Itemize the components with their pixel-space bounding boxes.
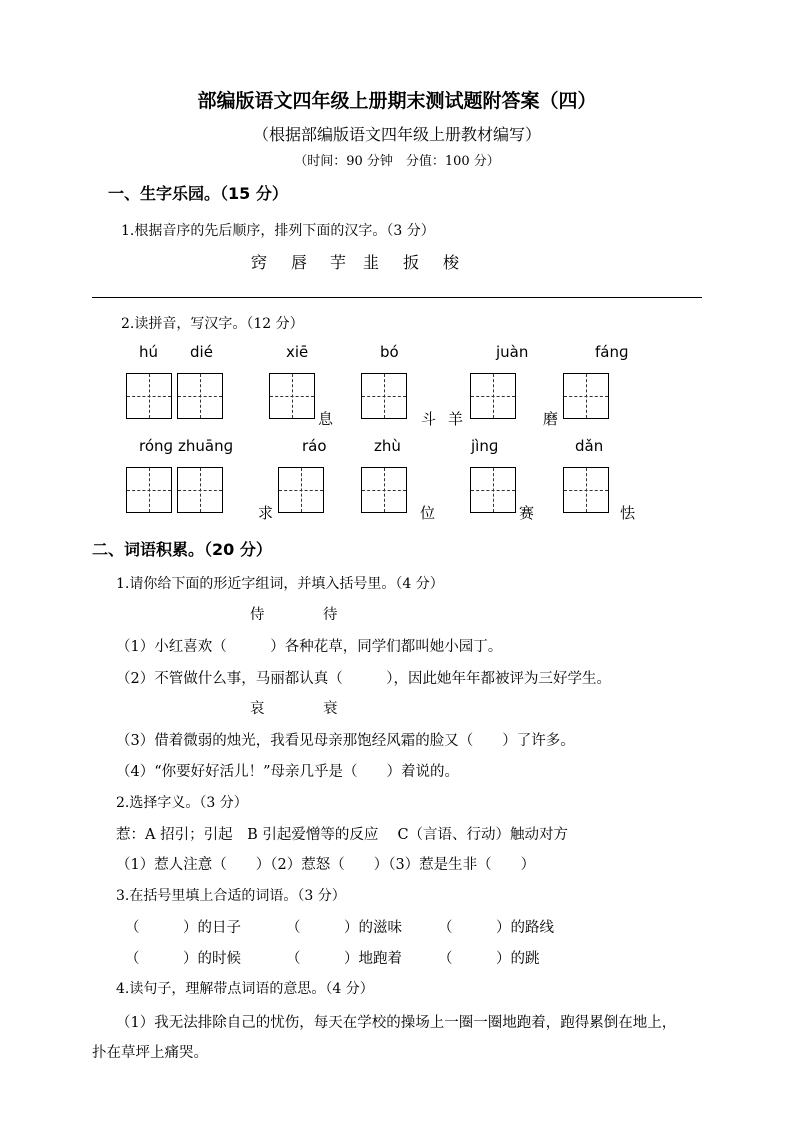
writing-box[interactable] xyxy=(177,373,223,419)
pinyin-die: dié xyxy=(190,343,213,361)
sentence-2: （2）不管做什么事，马丽都认真（ ），因此她年年都被评为三好学生。 xyxy=(116,671,611,687)
reading-sentence-cont: 扑在草坪上痛哭。 xyxy=(92,1045,208,1061)
s1-q2-prompt: 2.读拼音，写汉字。（12 分） xyxy=(121,316,304,332)
writing-box[interactable] xyxy=(126,467,172,513)
writing-box[interactable] xyxy=(278,467,324,513)
fill-phrase: （ ）的时候 xyxy=(125,951,241,967)
prefix-char: 求 xyxy=(258,504,274,522)
page-subtitle: （根据部编版语文四年级上册教材编写） xyxy=(252,125,541,144)
choice-items: （1）惹人注意（ ）（2）惹怒（ ）（3）惹是生非（ ） xyxy=(116,857,536,873)
similar-char: 衰 xyxy=(323,701,338,717)
writing-box[interactable] xyxy=(177,467,223,513)
sort-char-6: 梭 xyxy=(443,253,460,272)
suffix-char: 怯 xyxy=(620,504,636,522)
prefix-char: 羊 xyxy=(448,410,464,428)
pinyin-bo: bó xyxy=(380,343,399,361)
pinyin-hu: hú xyxy=(139,343,159,361)
writing-box[interactable] xyxy=(361,467,407,513)
s2-q2-prompt: 2.选择字义。（3 分） xyxy=(116,795,248,811)
section1-heading: 一、生字乐园。（15 分） xyxy=(108,184,288,203)
fill-phrase: （ ）的日子 xyxy=(125,920,241,936)
sort-char-1: 窍 xyxy=(251,253,268,272)
s2-q3-prompt: 3.在括号里填上合适的词语。（3 分） xyxy=(116,888,346,904)
pinyin-rong: rónɡ xyxy=(139,437,174,455)
prefix-char: 磨 xyxy=(543,410,559,428)
pinyin-rao: ráo xyxy=(302,437,327,455)
pinyin-zhuang: zhuānɡ xyxy=(178,437,234,455)
pinyin-zhu: zhù xyxy=(374,437,401,455)
writing-box[interactable] xyxy=(269,373,315,419)
sort-char-2: 唇 xyxy=(291,253,308,272)
sort-char-3: 芋 xyxy=(330,253,347,272)
pinyin-dan: dǎn xyxy=(575,437,604,455)
fill-phrase: （ ）的滋味 xyxy=(286,920,402,936)
fill-phrase: （ ）的跳 xyxy=(438,951,540,967)
suffix-char: 赛 xyxy=(519,504,535,522)
sentence-1: （1）小红喜欢（ ）各种花草，同学们都叫她小园丁。 xyxy=(116,639,503,655)
pinyin-jing: jìnɡ xyxy=(471,437,499,455)
similar-char: 哀 xyxy=(250,701,265,717)
s2-q1-prompt: 1.请你给下面的形近字组词，并填入括号里。（4 分） xyxy=(116,576,444,592)
sentence-3: （3）借着微弱的烛光，我看见母亲那饱经风霜的脸又（ ）了许多。 xyxy=(116,733,575,749)
sentence-4: （4）“你要好好活儿！”母亲几乎是（ ）着说的。 xyxy=(116,764,460,780)
answer-line xyxy=(92,297,702,298)
reading-sentence: （1）我无法排除自己的忧伤，每天在学校的操场上一圈一圈地跑着，跑得累倒在地上， xyxy=(116,1015,677,1031)
pinyin-fang: fánɡ xyxy=(595,343,629,361)
suffix-char: 息 xyxy=(318,410,334,428)
fill-phrase: （ ）的路线 xyxy=(438,920,554,936)
writing-box[interactable] xyxy=(361,373,407,419)
suffix-char: 斗 xyxy=(421,410,437,428)
sort-char-4: 韭 xyxy=(363,253,380,272)
similar-char: 待 xyxy=(323,607,338,623)
pinyin-juan: juàn xyxy=(496,343,529,361)
writing-box[interactable] xyxy=(126,373,172,419)
s1-q1-prompt: 1.根据音序的先后顺序，排列下面的汉字。（3 分） xyxy=(121,223,435,239)
writing-box[interactable] xyxy=(470,373,516,419)
sort-char-5: 扳 xyxy=(403,253,420,272)
writing-box[interactable] xyxy=(563,373,609,419)
fill-phrase: （ ）地跑着 xyxy=(286,951,402,967)
pinyin-xie: xiē xyxy=(286,343,309,361)
s2-q4-prompt: 4.读句子，理解带点词语的意思。（4 分） xyxy=(116,981,374,997)
definition-line: 惹：A 招引；引起 B 引起爱憎等的反应 C（言语、行动）触动对方 xyxy=(116,827,569,843)
section2-heading: 二、词语积累。（20 分） xyxy=(92,540,272,559)
writing-box[interactable] xyxy=(563,467,609,513)
suffix-char: 位 xyxy=(420,504,436,522)
writing-box[interactable] xyxy=(470,467,516,513)
time-info: （时间：90 分钟 分值：100 分） xyxy=(294,154,500,169)
similar-char: 侍 xyxy=(250,607,265,623)
page-title: 部编版语文四年级上册期末测试题附答案（四） xyxy=(197,90,597,112)
